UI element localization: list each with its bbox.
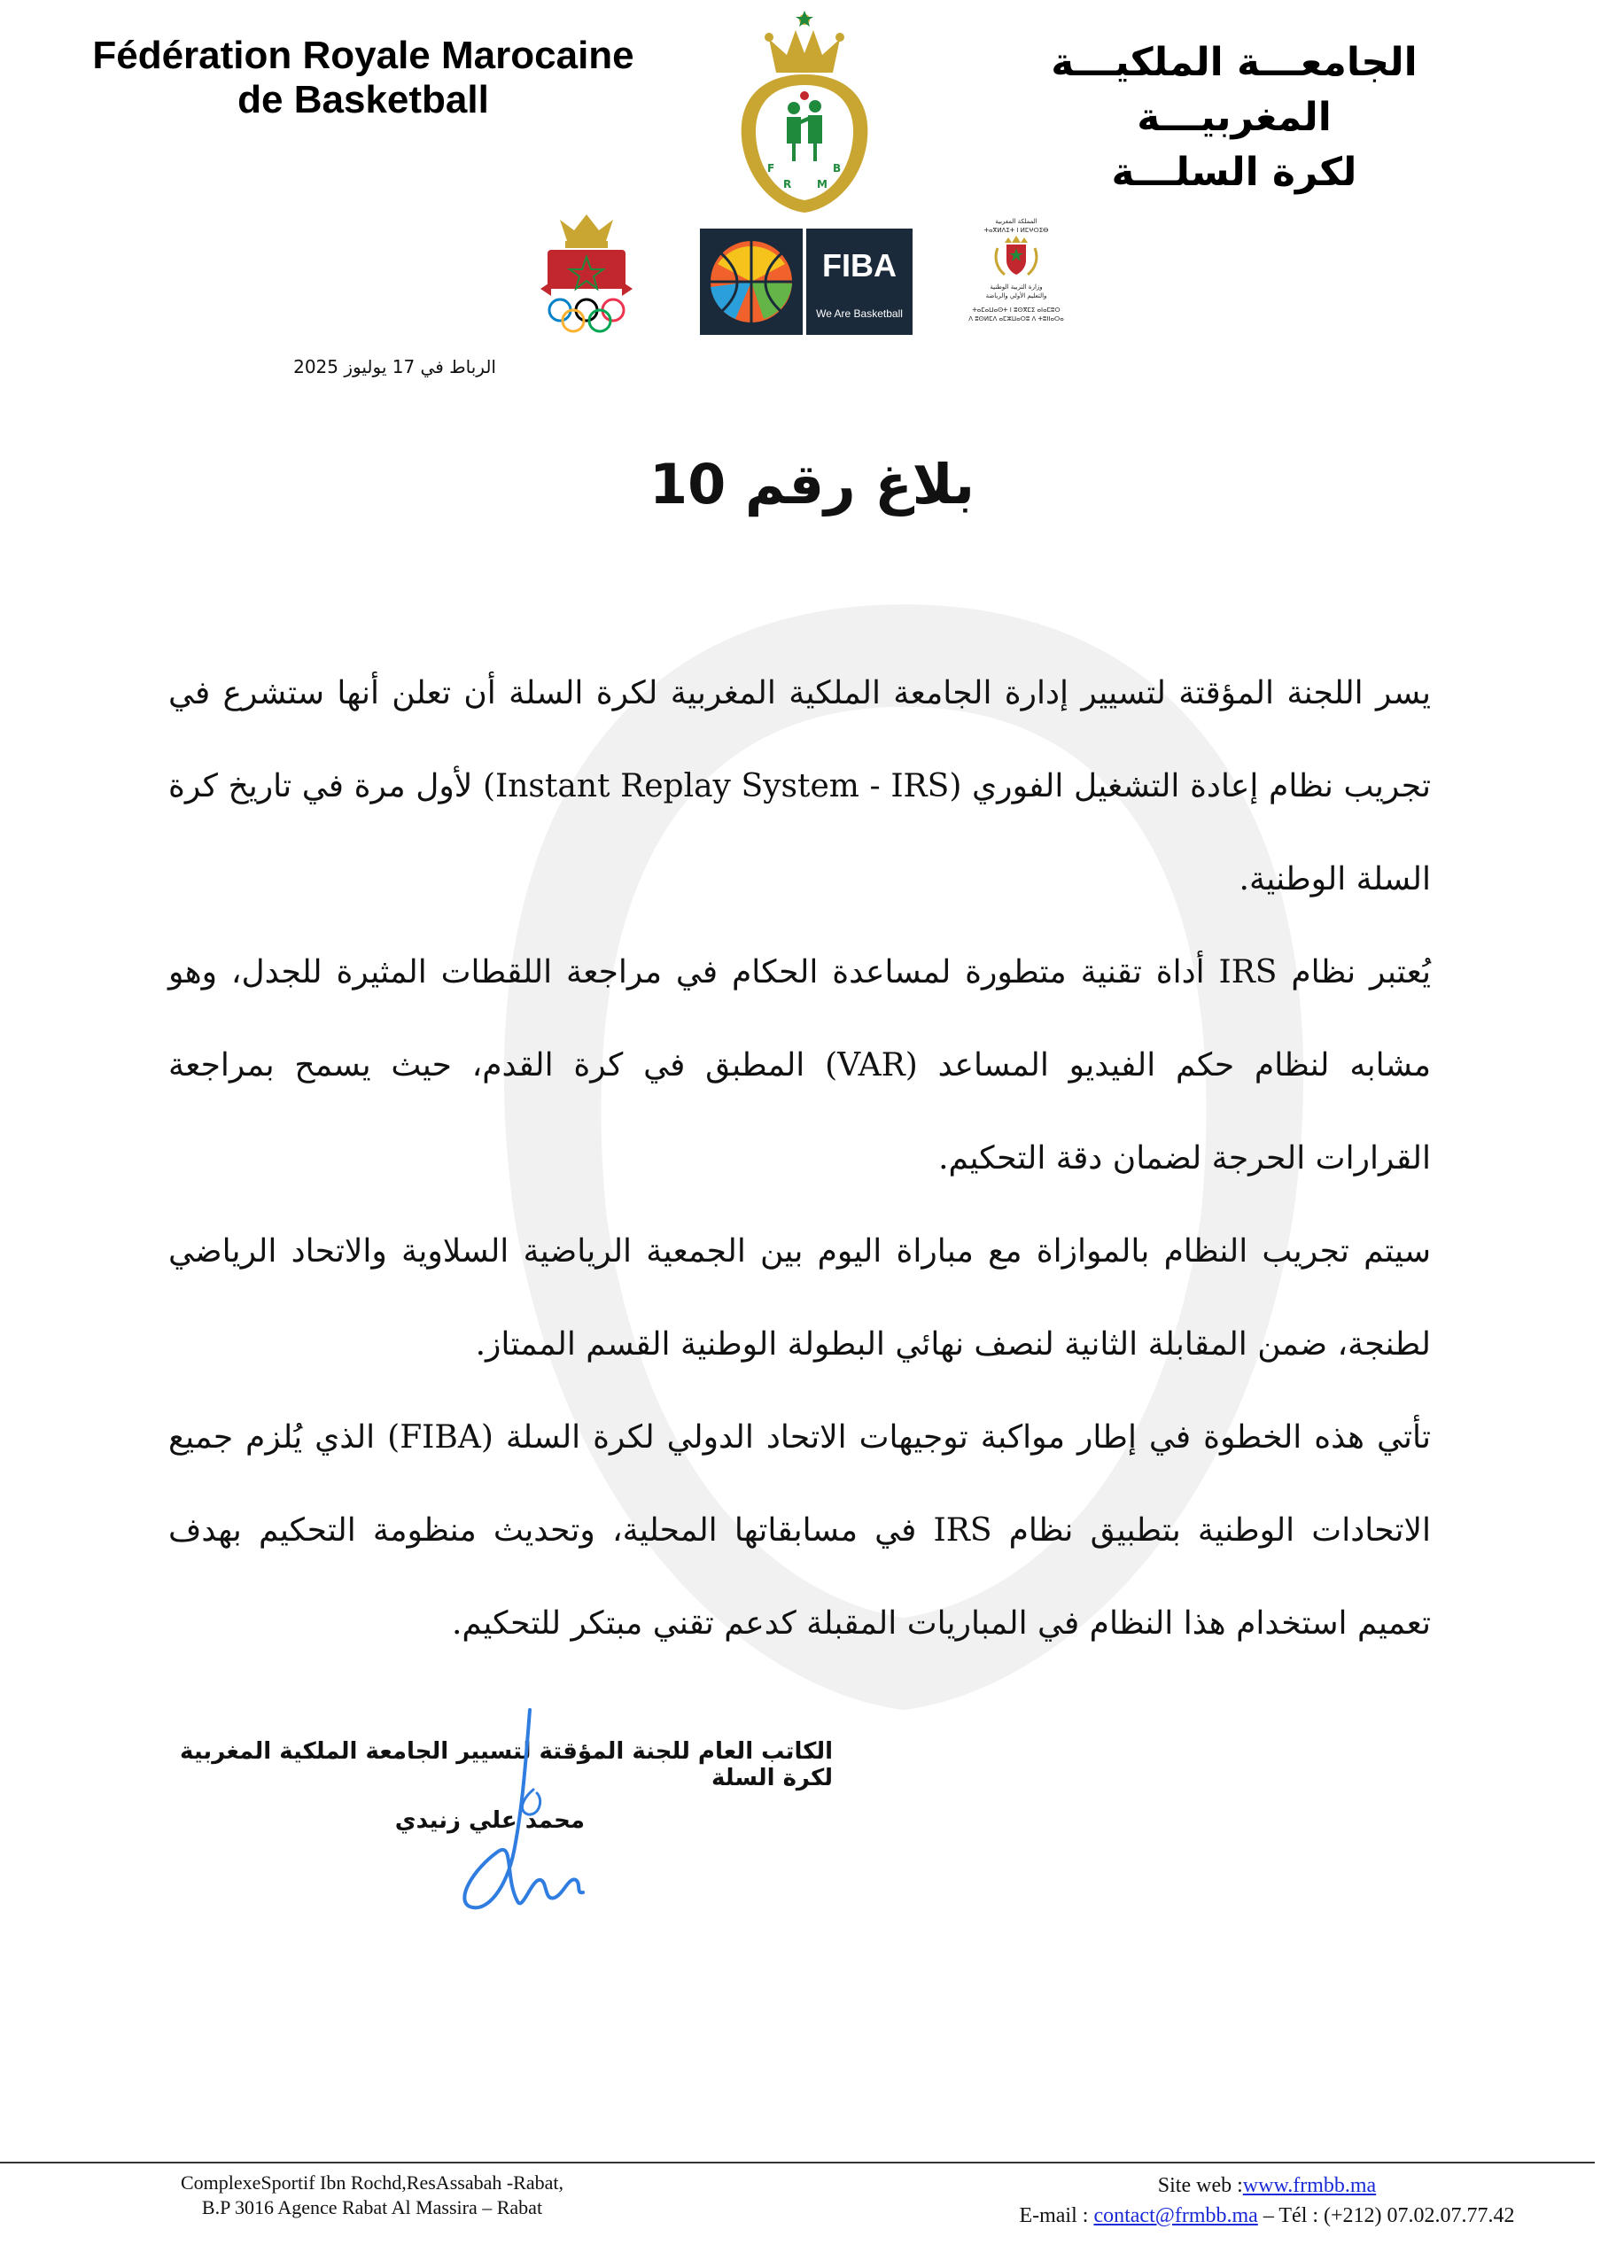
olympic-committee-logo-icon <box>533 211 640 335</box>
ministry-logo-line2: ⵜⴰⴳⵍⴷⵉⵜ ⵏ ⵍⵎⵖⵔⵉⴱ <box>983 227 1049 234</box>
org-name-fr <box>35 34 691 122</box>
frmb-logo-icon <box>725 4 884 216</box>
body-paragraph-1 <box>168 647 1431 926</box>
signatory-title: الكاتب العام للجنة المؤقتة لتسيير الجامعة الملكية المغربية لكرة السلة <box>180 1738 833 1791</box>
footer-divider <box>0 2162 1595 2163</box>
logo-letter-m: M <box>817 178 828 190</box>
org-name-fr-line1: Fédération Royale Marocaine <box>92 34 634 77</box>
email-label: E-mail : <box>1019 2204 1094 2227</box>
phone-text: – Tél : (+212) 07.02.07.77.42 <box>1257 2204 1515 2227</box>
page-title: بلاغ رقم 10 <box>649 452 975 517</box>
ministry-logo-line5: ⵜⴰⵎⴰⵡⴰⵙⵜ ⵏ ⵓⵙⴳⵎⵉ ⴰⵏⴰⵎⵓⵔ <box>972 307 1061 314</box>
org-name-ar-line2: لكرة السلـــة <box>1111 150 1357 195</box>
logo-letter-b: B <box>833 162 842 175</box>
website-link[interactable]: www.frmbb.ma <box>1242 2174 1377 2197</box>
fiba-logo-text: FIBA <box>822 247 897 284</box>
website-row <box>939 2171 1595 2201</box>
fiba-logo-tagline: We Are Basketball <box>816 307 903 320</box>
body-paragraph-2: يُعتبر نظام IRS أداة تقنية متطورة لمساعدة الحكام في مراجعة اللقطات المثيرة للجدل، وهو مشابه لنظام حكم الفيديو المساعد (VAR) المطبق في كرة القدم، حيث يسمح بمراجعة القرارات الحرجة لضمان دقة التحكيم. <box>168 954 1432 1177</box>
ministry-logo-line3: وزارة التربية الوطنية <box>990 284 1043 291</box>
ministry-logo-line1: المملكة المغربية <box>995 218 1037 225</box>
footer-contact <box>939 2171 1595 2231</box>
body-paragraph-1-end: ) لأول مرة في تاريخ كرة السلة الوطنية. <box>168 768 1431 897</box>
irs-term: Instant Replay System - IRS <box>495 768 950 804</box>
email-link[interactable]: contact@frmbb.ma <box>1093 2204 1258 2227</box>
signatory-name: محمد علي زنيدي <box>394 1807 585 1834</box>
communique-body <box>168 647 1431 1670</box>
ministry-logo-icon <box>959 214 1074 330</box>
body-paragraph-1-text: يسر اللجنة المؤقتة لتسيير إدارة الجامعة الملكية المغربية لكرة السلة أن تعلن أنها ستشرع في تجريب نظام إعادة التشغيل الفوري ( <box>168 675 1431 804</box>
logo-letter-f: F <box>767 162 775 175</box>
org-name-ar-line1: الجامعـــة الملكيـــة المغربيـــة <box>1051 40 1418 140</box>
org-name-fr-line2: de Basketball <box>237 78 489 121</box>
contact-row <box>939 2201 1595 2231</box>
logo-letter-r: R <box>783 178 792 190</box>
fiba-logo-icon <box>700 229 913 335</box>
footer-address <box>151 2171 594 2220</box>
body-paragraph-4: تأتي هذه الخطوة في إطار مواكبة توجيهات الاتحاد الدولي لكرة السلة (FIBA) الذي يُلزم جميع الاتحادات الوطنية بتطبيق نظام IRS في مسابقاتها المحلية، وتحديث منظومة التحكيم بهدف تعميم استخدام هذا النظام في المباريات المقبلة كدعم تقني مبتكر للتحكيم. <box>168 1419 1431 1642</box>
body-paragraph-3: سيتم تجريب النظام بالموازاة مع مباراة اليوم بين الجمعية الرياضية السلاوية والاتحاد الرياضي لطنجة، ضمن المقابلة الثانية لنصف نهائي البطولة الوطنية القسم الممتاز. <box>168 1233 1431 1363</box>
address-line-1: ComplexeSportif Ibn Rochd,ResAssabah -Rabat, <box>181 2171 563 2194</box>
org-name-ar <box>951 35 1518 200</box>
ministry-logo-line6: ⴷ ⵓⵙⵍⵎⴷ ⴰⵎⵣⵡⴰⵔⵓ ⴷ ⵜⵓⵏⵏⴰⵔⴰ <box>968 315 1064 322</box>
handwritten-signature-icon <box>452 1701 594 1922</box>
website-label: Site web : <box>1157 2174 1243 2197</box>
document-date: الرباط في 17 يوليوز 2025 <box>293 356 496 377</box>
ministry-logo-line4: والتعليم الأولي والرياضة <box>985 292 1047 299</box>
address-line-2: B.P 3016 Agence Rabat Al Massira – Rabat <box>201 2196 543 2218</box>
